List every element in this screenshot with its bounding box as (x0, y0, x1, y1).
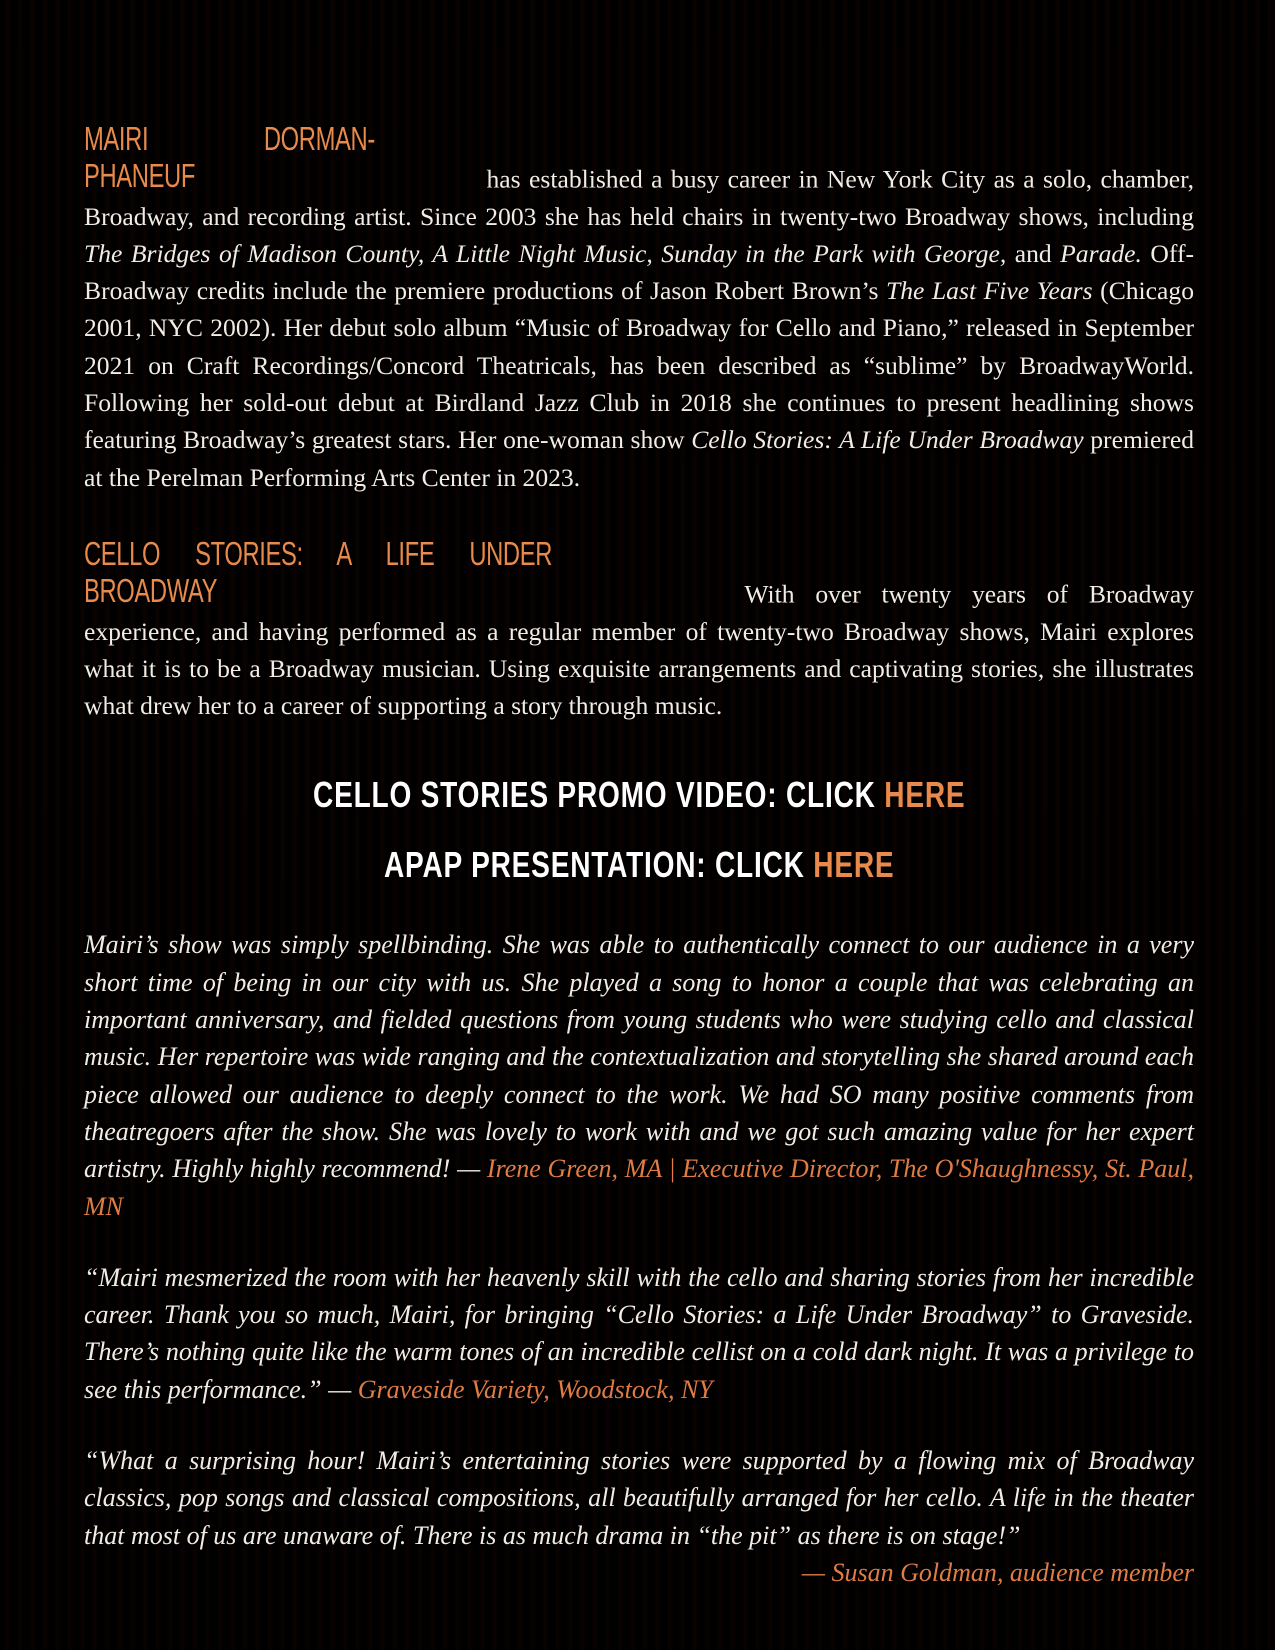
testimonial-quote (84, 1442, 1194, 1554)
testimonial-attribution: — Susan Goldman, audience member (801, 1557, 1194, 1587)
bio-text-e: premiered at the Perelman Performing Arts Center in 2023. (84, 425, 1194, 492)
promo-video-link[interactable]: HERE (884, 774, 966, 816)
bio-show-list: The Bridges of Madison County, A Little Night Music, Sunday in the Park with George, (84, 238, 1007, 268)
testimonial-quote (84, 1259, 1194, 1408)
bio-paragraph (84, 120, 1194, 496)
apap-presentation-label: APAP PRESENTATION: CLICK (383, 844, 814, 886)
promo-video-line (84, 774, 1194, 816)
apap-presentation-line (84, 844, 1194, 886)
artist-name-heading: MAIRI DORMAN-PHANEUF (84, 120, 375, 195)
apap-presentation-link[interactable]: HERE (813, 844, 895, 886)
content-column (84, 120, 1194, 1591)
bio-show-cello-stories: Cello Stories: A Life Under Broadway (691, 425, 1084, 455)
bio-text-d: (Chicago 2001, NYC 2002). Her debut solo album “Music of Broadway for Cello and Piano,” released in September 2021 on Craft Recordings/Concord Theatricals, has been described as “sublime” by BroadwayWorld. Following her sold-out debut at Birdland Jazz Club in 2018 she continues to present headlining shows featuring Broadway’s greatest stars. Her one-woman show (84, 276, 1194, 455)
show-description: With over twenty years of Broadway experience, and having performed as a regular member of twenty-two Broadway shows, Mairi explores what it is to be a Broadway musician. Using exquisite arrangements and captivating stories, she illustrates what drew her to a career of supporting a story through music. (84, 579, 1194, 721)
bio-text-c: Off-Broadway credits include the premiere productions of Jason Robert Brown’s (84, 238, 1194, 306)
testimonial-attribution: Irene Green, MA | Executive Director, The O'Shaughnessy, St. Paul, MN (84, 1154, 1194, 1221)
bio-text-b: and (1006, 238, 1061, 268)
testimonial-text: Mairi’s show was simply spellbinding. She was able to authentically connect to our audience in a very short time of being in our city with us. She played a song to honor a couple that was celebrating an important anniversary, and fielded questions from young students who were studying cello and classical music. Her repertoire was wide ranging and the contextualization and storytelling she shared around each piece allowed our audience to deeply connect to the work. We had SO many positive comments from theatregoers after the show. She was lovely to work with and we got such amazing value for her expert artistry. Highly highly recommend! — (84, 930, 1194, 1184)
testimonial-attribution: Graveside Variety, Woodstock, NY (357, 1374, 713, 1404)
promo-video-label: CELLO STORIES PROMO VIDEO: CLICK (312, 774, 885, 816)
bio-show-parade: Parade. (1060, 238, 1142, 268)
testimonial-quote (84, 926, 1194, 1224)
show-title-heading: CELLO STORIES: A LIFE UNDER BROADWAY (84, 534, 552, 610)
testimonial-text: “What a surprising hour! Mairi’s entertaining stories were supported by a flowing mix of Broadway classics, pop songs and classical compositions, all beautifully arranged for her cello. A life in the theater that most of us are unaware of. There is as much drama in “the pit” as there is on stage!” (84, 1446, 1194, 1550)
bio-text-a: has established a busy career in New York City as a solo, chamber, Broadway, and recording artist. Since 2003 she has held chairs in twenty-two Broadway shows, including (84, 164, 1194, 231)
testimonial-text: “Mairi mesmerized the room with her heavenly skill with the cello and sharing stories from her incredible career. Thank you so much, Mairi, for bringing “Cello Stories: a Life Under Broadway” to Graveside. There’s nothing quite like the warm tones of an incredible cellist on a cold dark night. It was a privilege to see this performance.” — (84, 1262, 1194, 1404)
show-paragraph (84, 535, 1194, 724)
bio-show-last-five-years: The Last Five Years (886, 276, 1093, 306)
